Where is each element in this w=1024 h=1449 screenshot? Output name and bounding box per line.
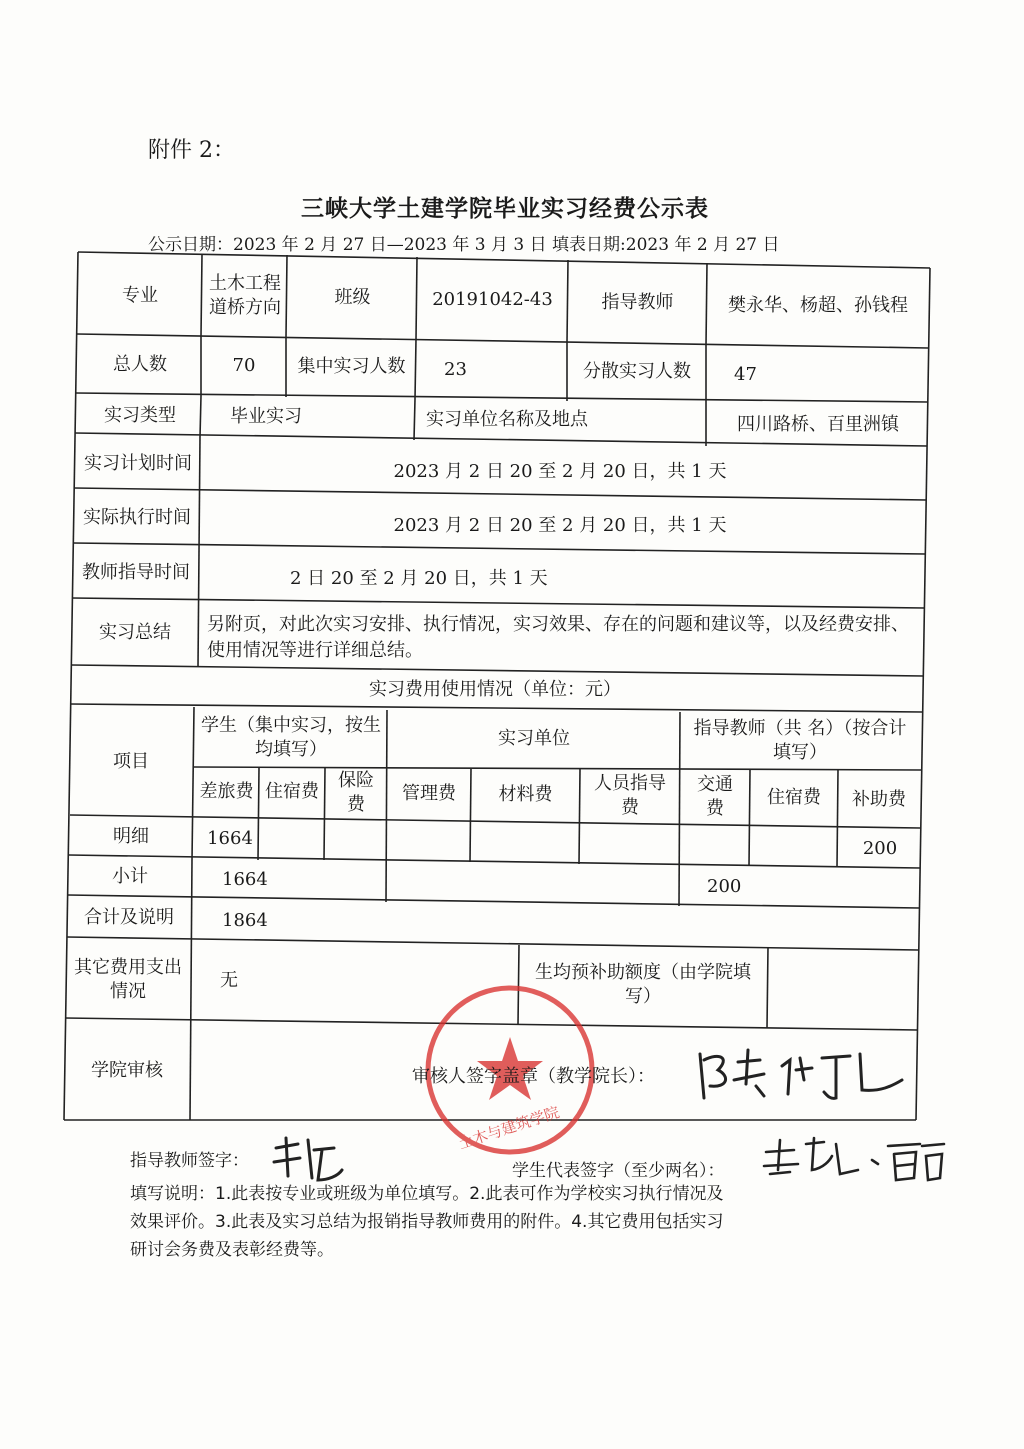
note-line-3: 研讨会务费及表彰经费等。 xyxy=(130,1240,334,1260)
actual-label: 实际执行时间 xyxy=(83,506,191,528)
total-desc-value: 1864 xyxy=(222,910,268,931)
total-desc-label: 合计及说明 xyxy=(84,907,174,928)
class-label: 班级 xyxy=(334,287,371,308)
page-title: 三峡大学土建学院毕业实习经费公示表 xyxy=(301,195,709,222)
other-value: 无 xyxy=(220,970,238,991)
student-signatures xyxy=(760,1130,950,1190)
other-label: 其它费用支出情况 xyxy=(74,957,182,1002)
note-line-1: 填写说明：1.此表按专业或班级为单位填写。2.此表可作为学校实习执行情况及 xyxy=(130,1184,724,1204)
col-travel: 差旅费 xyxy=(199,781,254,802)
publish-dates: 公示日期：2023 年 2 月 27 日—2023 年 3 月 3 日 填表日期:2023 年 2 月 27 日 xyxy=(148,235,780,255)
class-value: 20191042-43 xyxy=(432,289,553,310)
central-label: 集中实习人数 xyxy=(297,356,406,377)
total-value: 70 xyxy=(232,355,256,376)
attachment-label: 附件 2： xyxy=(148,138,235,163)
total-label: 总人数 xyxy=(113,354,167,375)
col-subsidy: 补助费 xyxy=(852,789,906,810)
plan-label: 实习计划时间 xyxy=(84,452,192,474)
expense-section-title: 实习费用使用情况（单位：元） xyxy=(369,679,621,700)
scattered-value: 47 xyxy=(734,364,757,385)
col-management: 管理费 xyxy=(402,783,456,804)
dean-signature xyxy=(690,1040,915,1110)
detail-label: 明细 xyxy=(113,826,149,847)
teacher-time-label: 教师指导时间 xyxy=(82,561,190,583)
subtotal-teacher: 200 xyxy=(707,876,742,897)
col-teacher-lodging: 住宿费 xyxy=(767,787,821,808)
teacher-header: 指导教师（共 名）（按合计填写） xyxy=(693,718,907,763)
col-lodging: 住宿费 xyxy=(265,781,319,802)
detail-travel: 1664 xyxy=(207,828,253,849)
col-materials: 材料费 xyxy=(498,784,553,805)
note-line-2: 效果评价。3.此表及实习总结为报销指导教师费用的附件。4.其它费用包括实习 xyxy=(130,1212,724,1232)
summary-value: 另附页，对此次实习安排、执行情况，实习效果、存在的问题和建议等，以及经费安排、使用情况等进行详细总结。 xyxy=(207,614,909,661)
unit-label: 实习单位名称及地点 xyxy=(426,409,588,430)
reviewer-signature-label: 审核人签字盖章（教学院长）： xyxy=(412,1066,655,1087)
review-label: 学院审核 xyxy=(91,1060,163,1081)
col-insurance: 保险费 xyxy=(338,770,374,815)
actual-value: 2023 月 2 日 20 至 2 月 20 日，共 1 天 xyxy=(393,514,727,536)
advisor-signature xyxy=(268,1132,348,1187)
item-label: 项目 xyxy=(113,751,149,772)
advisor-label: 指导教师 xyxy=(601,292,674,313)
central-value: 23 xyxy=(444,359,467,380)
type-value: 毕业实习 xyxy=(230,406,302,427)
subtotal-label: 小计 xyxy=(112,866,148,887)
detail-subsidy: 200 xyxy=(862,838,898,859)
teacher-time-value: 2 日 20 至 2 月 20 日，共 1 天 xyxy=(290,567,548,589)
col-transport: 交通费 xyxy=(697,774,733,819)
summary-label: 实习总结 xyxy=(99,622,171,643)
students-header: 学生（集中实习，按生均填写） xyxy=(201,715,381,760)
plan-value: 2023 月 2 日 20 至 2 月 20 日，共 1 天 xyxy=(393,460,727,482)
subtotal-students: 1664 xyxy=(222,869,268,890)
type-label: 实习类型 xyxy=(104,405,176,426)
major-value: 土木工程道桥方向 xyxy=(209,273,281,318)
unit-value: 四川路桥、百里洲镇 xyxy=(737,414,899,435)
scattered-label: 分散实习人数 xyxy=(583,361,691,382)
col-guidance: 人员指导费 xyxy=(594,773,666,818)
advisor-value: 樊永华、杨超、孙钱程 xyxy=(728,295,908,316)
unit-header: 实习单位 xyxy=(498,728,570,749)
major-label: 专业 xyxy=(122,285,158,306)
seal-text: 土木与建筑学院 xyxy=(456,1103,562,1153)
advisor-sign-label: 指导教师签字： xyxy=(130,1151,249,1171)
student-sign-label: 学生代表签字（至少两名）： xyxy=(512,1161,725,1181)
subsidy-quota-label: 生均预补助额度（由学院填写） xyxy=(535,962,751,1007)
